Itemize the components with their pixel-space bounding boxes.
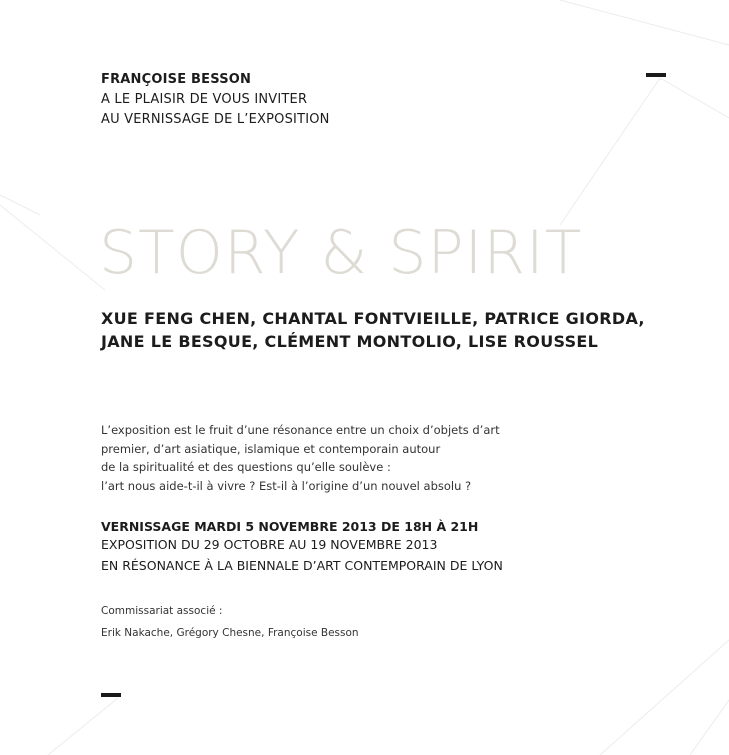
description-line: L’exposition est le fruit d’une résonance entre un choix d’objets d’art (101, 423, 500, 437)
background-line (660, 78, 729, 118)
description-line: premier, d’art asiatique, islamique et contemporain autour (101, 441, 441, 456)
background-line (560, 0, 729, 45)
invitation-line: A LE PLAISIR DE VOUS INVITER (101, 92, 308, 107)
curators-label: Commissariat associé : (101, 605, 223, 617)
description-line: l’art nous aide-t-il à vivre ? Est-il à l’origine d’un nouvel absolu ? (101, 478, 472, 493)
exhibition-title: STORY & SPIRIT (99, 218, 583, 288)
background-line (0, 195, 40, 215)
background-line (0, 205, 105, 290)
background-line (600, 640, 729, 755)
top-right-dash (646, 73, 666, 77)
bottom-left-dash (101, 693, 121, 697)
invitation-line: AU VERNISSAGE DE L’EXPOSITION (101, 112, 330, 127)
artist-line: XUE FENG CHEN, CHANTAL FONTVIEILLE, PATRICE GIORDA, (101, 309, 645, 328)
description-line: de la spiritualité et des questions qu’elle soulève : (101, 460, 391, 474)
biennale-resonance: EN RÉSONANCE À LA BIENNALE D’ART CONTEMPORAIN DE LYON (101, 558, 503, 573)
background-line (560, 78, 660, 225)
artist-list (101, 307, 645, 353)
host-name: FRANÇOISE BESSON (101, 72, 252, 87)
event-details (101, 518, 503, 575)
vernissage-date: VERNISSAGE MARDI 5 NOVEMBRE 2013 DE 18H À 21H (101, 519, 479, 534)
exhibition-description (101, 421, 500, 495)
exhibition-dates: EXPOSITION DU 29 OCTOBRE AU 19 NOVEMBRE 2013 (101, 537, 438, 552)
curators-section (101, 600, 359, 644)
curators-names: Erik Nakache, Grégory Chesne, Françoise Besson (101, 627, 359, 639)
background-line (690, 700, 729, 755)
invitation-header (101, 70, 330, 130)
artist-line: JANE LE BESQUE, CLÉMENT MONTOLIO, LISE ROUSSEL (101, 332, 599, 351)
background-line (48, 698, 118, 755)
